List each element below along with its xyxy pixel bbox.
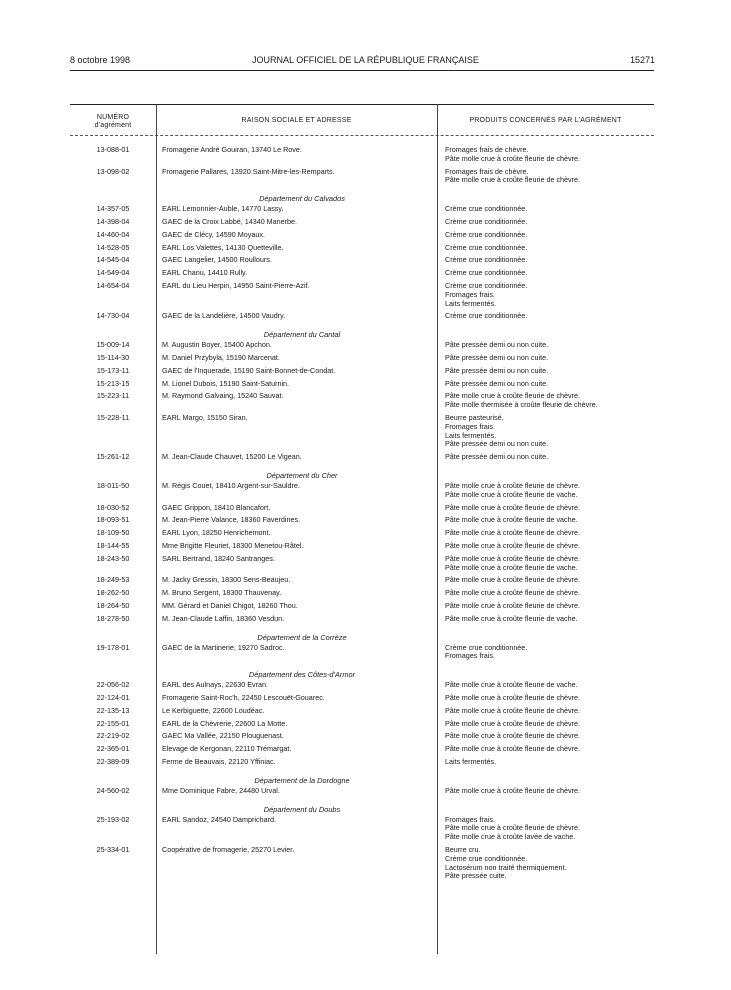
- approval-number: 15-228-11: [96, 413, 130, 422]
- approved-products: [445, 482, 650, 500]
- company-name-address: GAEC de la Croix Labbé, 14340 Manerbe.: [162, 217, 298, 226]
- approved-products: [445, 745, 650, 754]
- header-date: 8 octobre 1998: [70, 55, 131, 65]
- approved-products: [445, 312, 650, 321]
- product-line: Pâte molle crue à croûte fleurie de chèvre.: [445, 541, 581, 550]
- approved-products: [445, 341, 650, 350]
- approval-number: 25-193-02: [96, 814, 130, 824]
- department-heading: Département du Cantal: [263, 330, 341, 340]
- product-line: Pâte molle crue à croûte fleurie de chèvre.: [445, 553, 581, 563]
- approved-products: [445, 205, 650, 214]
- approval-number: 15-114-30: [96, 353, 130, 362]
- approved-products: [445, 380, 650, 389]
- approved-products: [445, 529, 650, 538]
- approval-number: 13-098-02: [96, 166, 130, 176]
- approval-number: 18-243-50: [96, 553, 130, 563]
- approved-products: [445, 146, 650, 164]
- department-heading: Département de la Dordogne: [254, 775, 350, 785]
- approval-number: 22-056-02: [96, 680, 130, 690]
- company-name-address: EARL Lemonnier-Auble, 14770 Lassy.: [162, 204, 284, 214]
- approved-products: [445, 354, 650, 363]
- company-name-address: EARL Lyon, 18250 Henrichemont.: [162, 528, 271, 538]
- product-line: Pâte molle crue à croûte lavée de vache.: [445, 832, 576, 842]
- company-name-address: EARL Sandoz, 24540 Damprichard.: [162, 814, 276, 824]
- approved-products: [445, 555, 650, 573]
- product-line: Laits fermentés.: [445, 757, 497, 766]
- column-divider-2: [437, 104, 438, 954]
- product-line: Pâte molle crue à croûte fleurie de chèvre.: [445, 744, 581, 754]
- approved-products: [445, 218, 650, 227]
- page-number: 15271: [629, 55, 655, 65]
- department-heading: Département du Doubs: [263, 804, 341, 814]
- company-name-address: MM. Gérard et Daniel Chigot, 18260 Thou.: [162, 601, 298, 610]
- approval-number: 18-264-50: [96, 601, 130, 610]
- company-name-address: Fromagerie Saint-Roc'h, 22450 Lescouët-Gouarec.: [162, 693, 325, 702]
- product-line: Pâte molle crue à croûte fleurie de vache.: [445, 489, 578, 499]
- company-name-address: Mme Dominique Fabre, 24480 Urval.: [162, 785, 280, 795]
- column-header-products: PRODUITS CONCERNÉS PAR L'AGRÉMENT: [469, 117, 622, 124]
- approval-number: 15-173-11: [96, 365, 130, 375]
- product-line: Pâte molle crue à croûte fleurie de chèvre.: [445, 731, 581, 741]
- approval-number: 22-365-01: [96, 744, 130, 754]
- product-line: Pâte molle crue à croûte fleurie de chèvre.: [445, 785, 581, 795]
- company-name-address: Ferme de Beauvais, 22120 Yffiniac.: [162, 757, 276, 766]
- approved-products: [445, 504, 650, 513]
- approved-products: [445, 392, 650, 410]
- approval-number: 24-560-02: [96, 785, 130, 795]
- approval-number: 14-545-04: [96, 255, 130, 265]
- product-line: Pâte molle crue à croûte fleurie de chèvre.: [445, 693, 581, 702]
- department-heading: Département de la Corrèze: [257, 632, 347, 642]
- company-name-address: GAEC Ma Vallée, 22150 Plouguenast.: [162, 731, 284, 741]
- product-line: Pâte pressée demi ou non cuite.: [445, 365, 549, 375]
- approved-products: [445, 282, 650, 308]
- product-line: Pâte molle crue à croûte fleurie de chèvre.: [445, 502, 581, 512]
- approved-products: [445, 732, 650, 741]
- product-line: Pâte molle crue à croûte fleurie de chèvre.: [445, 705, 581, 715]
- product-line: Fromages frais.: [445, 814, 495, 824]
- product-line: Fromages frais.: [445, 651, 495, 661]
- company-name-address: Elevage de Kergonan, 22110 Trémargat.: [162, 744, 292, 754]
- approval-number: 18-144-55: [96, 541, 130, 550]
- approved-products: [445, 453, 650, 462]
- approval-number: 14-357-05: [96, 204, 130, 214]
- company-name-address: M. Jacky Gressin, 18300 Sens-Beaujeu.: [162, 575, 291, 585]
- company-name-address: Fromagerie André Gouiran, 13740 Le Rove.: [162, 145, 302, 154]
- approved-products: [445, 694, 650, 703]
- product-line: Crème crue conditionnée.: [445, 268, 528, 278]
- approved-products: [445, 516, 650, 525]
- product-line: Pâte molle crue à croûte fleurie de chèvre.: [445, 528, 581, 538]
- table-top-rule: [70, 104, 654, 105]
- column-header-number-line2: d'agrément: [94, 122, 132, 129]
- product-line: Laits fermentés.: [445, 298, 497, 308]
- approved-products: [445, 602, 650, 611]
- product-line: Lactosérum non traité thermiquement.: [445, 862, 567, 872]
- product-line: Crème crue conditionnée.: [445, 853, 528, 863]
- product-line: Pâte molle crue à croûte fleurie de vache.: [445, 562, 578, 572]
- product-line: Pâte molle crue à croûte fleurie de chèvre.: [445, 481, 581, 490]
- product-line: Pâte molle crue à croûte fleurie de chèvre.: [445, 153, 581, 163]
- product-line: Beurre cru.: [445, 845, 481, 854]
- approved-products: [445, 414, 650, 449]
- approval-number: 18-278-50: [96, 613, 130, 623]
- company-name-address: M. Jean-Claude Laffin, 18360 Vesdun.: [162, 613, 285, 623]
- company-name-address: Coopérative de fromagerie, 25270 Levier.: [162, 845, 295, 854]
- approved-products: [445, 720, 650, 729]
- approved-products: [445, 644, 650, 662]
- company-name-address: M. Raymond Galvaing, 15240 Sauvat.: [162, 391, 284, 401]
- approved-products: [445, 168, 650, 186]
- approval-number: 18-093-51: [96, 515, 130, 525]
- product-line: Pâte molle crue à croûte fleurie de chèvre.: [445, 601, 581, 610]
- product-line: Pâte pressée demi ou non cuite.: [445, 452, 549, 462]
- product-line: Pâte molle thermisée à croûte fleurie de chèvre.: [445, 400, 598, 410]
- product-line: Pâte molle crue à croûte fleurie de vache.: [445, 515, 578, 525]
- company-name-address: M. Jean-Claude Chauvet, 15200 Le Vigean.: [162, 452, 302, 462]
- approved-products: [445, 846, 650, 881]
- approved-products: [445, 589, 650, 598]
- company-name-address: M. Bruno Sergent, 18300 Thauvenay.: [162, 588, 282, 598]
- product-line: Fromages frais de chèvre.: [445, 145, 529, 154]
- product-line: Crème crue conditionnée.: [445, 281, 528, 290]
- column-header-number-line1: NUMÉRO: [96, 114, 130, 121]
- column-header-name: RAISON SOCIALE ET ADRESSE: [241, 117, 352, 124]
- approved-products: [445, 244, 650, 253]
- header-rule: [70, 70, 654, 71]
- product-line: Pâte molle crue à croûte fleurie de chèvre.: [445, 718, 581, 728]
- product-line: Pâte molle crue à croûte fleurie de chèvre.: [445, 588, 581, 598]
- product-line: Beurre pasteurisé.: [445, 413, 504, 422]
- approved-products: [445, 269, 650, 278]
- product-line: Laits fermentés.: [445, 430, 497, 440]
- approved-products: [445, 816, 650, 842]
- company-name-address: EARL du Lieu Herpin, 14950 Saint-Pierre-Azif.: [162, 281, 310, 290]
- approved-products: [445, 542, 650, 551]
- approval-number: 18-262-50: [96, 588, 130, 598]
- department-heading: Département des Côtes-d'Armor: [248, 670, 356, 680]
- company-name-address: M. Régis Couet, 18410 Argent-sur-Sauldre.: [162, 481, 300, 490]
- product-line: Pâte pressée demi ou non cuite.: [445, 340, 549, 350]
- approval-number: 25-334-01: [96, 845, 130, 854]
- department-heading: Département du Cher: [266, 471, 338, 480]
- company-name-address: GAEC Grippon, 18410 Blancafort.: [162, 502, 271, 512]
- approval-number: 15-261-12: [96, 452, 130, 462]
- approval-number: 18-011-50: [96, 481, 130, 490]
- approval-number: 19-178-01: [96, 642, 130, 652]
- product-line: Pâte pressée demi ou non cuite.: [445, 378, 549, 388]
- approval-number: 18-109-50: [96, 528, 130, 538]
- approval-number: 14-549-04: [96, 268, 130, 278]
- approved-products: [445, 681, 650, 690]
- company-name-address: EARL des Aulnays, 22630 Evran.: [162, 680, 269, 690]
- approved-products: [445, 615, 650, 624]
- product-line: Pâte pressée cuite.: [445, 871, 507, 881]
- product-line: Crème crue conditionnée.: [445, 217, 528, 226]
- column-header-number: [70, 114, 156, 130]
- product-line: Pâte molle crue à croûte fleurie de chèvre.: [445, 391, 581, 401]
- approval-number: 22-124-01: [96, 693, 130, 702]
- product-line: Crème crue conditionnée.: [445, 229, 528, 239]
- company-name-address: Mme Brigitte Fleuriet, 18300 Menetou-Râtel.: [162, 541, 304, 550]
- product-line: Fromages frais.: [445, 421, 495, 431]
- product-line: Fromages frais.: [445, 289, 495, 299]
- approval-number: 22-219-02: [96, 731, 130, 741]
- company-name-address: M. Jean-Pierre Valance, 18360 Faverdines.: [162, 515, 301, 525]
- approval-number: 14-730-04: [96, 311, 130, 321]
- approved-products: [445, 787, 650, 796]
- approval-number: 22-135-13: [96, 705, 130, 715]
- company-name-address: Le Kerbiguette, 22600 Loudéac.: [162, 705, 265, 715]
- company-name-address: EARL Chanu, 14410 Rully.: [162, 268, 248, 278]
- company-name-address: GAEC de la Landelière, 14500 Vaudry.: [162, 311, 286, 321]
- product-line: Pâte pressée demi ou non cuite.: [445, 439, 549, 449]
- table-header-rule: [70, 135, 654, 136]
- company-name-address: GAEC de l'Inquerade, 15190 Saint-Bonnet-de-Condat.: [162, 365, 336, 375]
- product-line: Fromages frais de chèvre.: [445, 166, 529, 176]
- product-line: Pâte molle crue à croûte fleurie de vache.: [445, 613, 578, 623]
- product-line: Crème crue conditionnée.: [445, 255, 528, 265]
- product-line: Crème crue conditionnée.: [445, 642, 528, 652]
- approval-number: 18-249-53: [96, 575, 130, 585]
- company-name-address: SARL Bertrand, 18240 Santranges.: [162, 553, 275, 563]
- company-name-address: GAEC de la Martinerie, 19270 Sadroc.: [162, 642, 285, 652]
- approved-products: [445, 231, 650, 240]
- company-name-address: M. Daniel Przybyla, 15190 Marcenat.: [162, 353, 280, 362]
- product-line: Crème crue conditionnée.: [445, 204, 528, 214]
- company-name-address: Fromagerie Pallares, 13920 Saint-Mitre-les-Remparts.: [162, 166, 335, 176]
- journal-title: JOURNAL OFFICIEL DE LA RÉPUBLIQUE FRANÇAISE: [252, 55, 479, 65]
- approval-number: 15-213-15: [96, 378, 130, 388]
- product-line: Pâte molle crue à croûte fleurie de chèvre.: [445, 575, 581, 585]
- approval-number: 15-009-14: [96, 340, 130, 350]
- approval-number: 15-223-11: [96, 391, 130, 401]
- product-line: Crème crue conditionnée.: [445, 311, 528, 321]
- company-name-address: EARL Margo, 15150 Siran.: [162, 413, 248, 422]
- product-line: Pâte molle crue à croûte fleurie de chèvre.: [445, 823, 581, 833]
- approved-products: [445, 367, 650, 376]
- product-line: Pâte pressée demi ou non cuite.: [445, 353, 549, 362]
- company-name-address: GAEC Langelier, 14500 Roullours.: [162, 255, 272, 265]
- product-line: Crème crue conditionnée.: [445, 242, 528, 252]
- product-line: Pâte molle crue à croûte fleurie de vache.: [445, 680, 578, 690]
- approval-number: 22-389-09: [96, 757, 130, 766]
- approval-number: 13-088-01: [96, 145, 130, 154]
- company-name-address: GAEC de Clécy, 14590 Moyaux.: [162, 229, 265, 239]
- department-heading: Département du Calvados: [259, 194, 345, 204]
- approval-number: 22-155-01: [96, 718, 130, 728]
- company-name-address: M. Augustin Boyer, 15400 Apchon.: [162, 340, 272, 350]
- approval-number: 14-398-04: [96, 217, 130, 226]
- company-name-address: EARL Los Valettes, 14130 Quetteville.: [162, 242, 284, 252]
- company-name-address: M. Lionel Dubois, 15190 Saint-Saturnin.: [162, 378, 290, 388]
- approved-products: [445, 256, 650, 265]
- approval-number: 14-654-04: [96, 281, 130, 290]
- product-line: Pâte molle crue à croûte fleurie de chèvre.: [445, 175, 581, 185]
- approval-number: 18-030-52: [96, 502, 130, 512]
- company-name-address: EARL de la Chèvrerie, 22600 La Motte.: [162, 718, 288, 728]
- approval-number: 14-460-04: [96, 229, 130, 239]
- approval-number: 14-528-05: [96, 242, 130, 252]
- column-divider-1: [156, 104, 157, 954]
- approved-products: [445, 707, 650, 716]
- approved-products: [445, 758, 650, 767]
- approved-products: [445, 576, 650, 585]
